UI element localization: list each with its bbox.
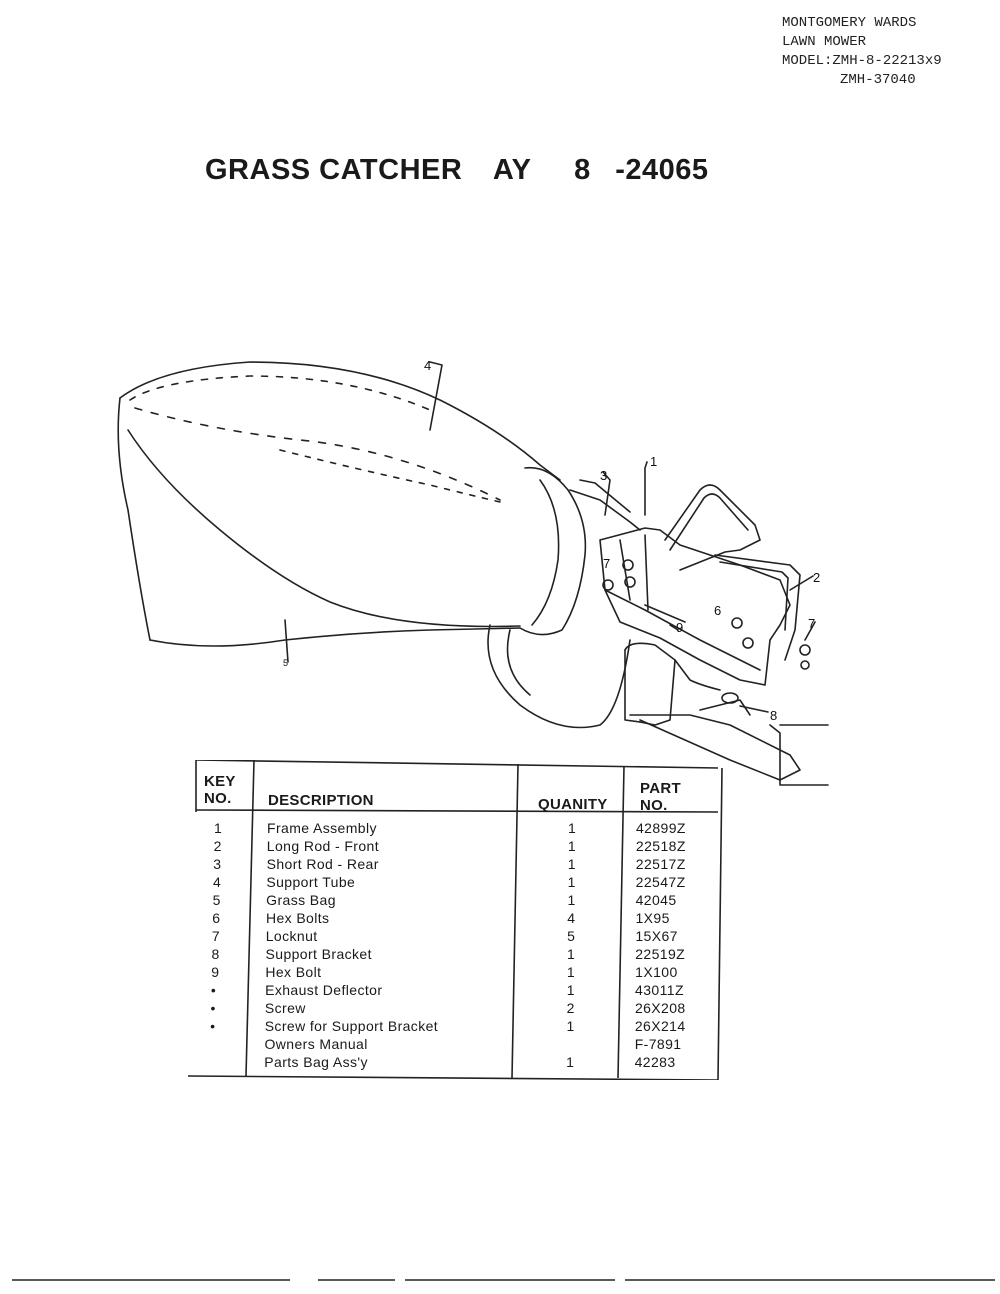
page-title <box>205 154 709 187</box>
row-description: Parts Bag Ass'y <box>264 1054 368 1070</box>
header-description: DESCRIPTION <box>268 792 374 809</box>
callout-2: 2 <box>813 570 821 585</box>
row-quantity: 1 <box>566 1054 575 1070</box>
title-num1: 8 <box>574 154 591 186</box>
row-part-no: 26X214 <box>634 1018 686 1034</box>
row-part-no: 42899Z <box>636 820 686 836</box>
row-key: 5 <box>212 892 221 908</box>
row-quantity: 1 <box>567 892 576 908</box>
callout-3: 3 <box>600 468 608 483</box>
row-description: Screw <box>264 1000 306 1016</box>
row-quantity: 1 <box>567 946 576 962</box>
row-description: Support Tube <box>266 874 356 890</box>
row-key: • <box>210 982 217 998</box>
row-description: Locknut <box>265 928 318 944</box>
callout-9: 9 <box>676 620 684 635</box>
row-quantity: 1 <box>567 874 576 890</box>
brand-line: MONTGOMERY WARDS <box>782 15 917 31</box>
row-part-no: 15X67 <box>635 928 678 944</box>
header-part: PART NO. <box>640 780 681 814</box>
row-key: 4 <box>212 874 222 890</box>
row-description: Hex Bolts <box>265 910 330 926</box>
model-line: MODEL:ZMH-8-22213x9 <box>782 53 942 69</box>
header-quantity: QUANITY <box>538 796 608 813</box>
row-key: 3 <box>213 856 222 872</box>
row-key: 8 <box>211 946 220 962</box>
footer-rule <box>0 1275 1000 1285</box>
row-quantity: 1 <box>566 964 576 980</box>
row-part-no: 22547Z <box>635 874 686 890</box>
callout-8: 8 <box>770 708 778 723</box>
model-info-block <box>782 14 992 90</box>
row-part-no: 43011Z <box>635 982 684 998</box>
row-quantity: 1 <box>567 838 577 854</box>
callout-6: 6 <box>714 603 722 618</box>
row-key: 9 <box>211 964 220 980</box>
row-description: Owners Manual <box>264 1036 368 1052</box>
row-quantity: 1 <box>566 982 575 998</box>
row-part-no: F-7891 <box>634 1036 682 1052</box>
row-part-no: 22517Z <box>635 856 686 872</box>
parts-list-table <box>188 760 723 1080</box>
callout-5: 5 <box>283 658 289 668</box>
row-description: Frame Assembly <box>267 820 377 836</box>
callout-7-right: 7 <box>808 616 816 631</box>
row-description: Short Rod - Rear <box>266 856 379 872</box>
row-quantity: 4 <box>567 910 576 926</box>
row-part-no: 22518Z <box>635 838 686 854</box>
row-quantity: 1 <box>567 856 576 872</box>
row-description: Support Bracket <box>265 946 372 962</box>
row-part-no: 1X95 <box>635 910 670 926</box>
row-quantity: 1 <box>566 1018 575 1034</box>
row-part-no: 22519Z <box>635 946 686 962</box>
row-quantity: 2 <box>566 1000 575 1016</box>
row-key: 7 <box>211 928 221 944</box>
model-line-2: ZMH-37040 <box>840 72 916 88</box>
row-description: Grass Bag <box>266 892 336 908</box>
row-key: • <box>210 1000 216 1016</box>
row-key: 1 <box>214 820 223 836</box>
row-description: Screw for Support Bracket <box>264 1018 439 1034</box>
callout-7-left: 7 <box>603 556 611 571</box>
title-num2: -24065 <box>615 154 709 186</box>
exploded-parts-diagram <box>100 340 840 820</box>
header-key: KEY NO. <box>204 773 236 807</box>
title-prefix: AY <box>492 154 532 186</box>
row-part-no: 42045 <box>635 892 677 908</box>
row-part-no: 1X100 <box>635 964 678 980</box>
row-part-no: 42283 <box>634 1054 676 1070</box>
callout-4: 4 <box>424 358 432 373</box>
row-description: Long Rod - Front <box>266 838 380 854</box>
row-quantity: 1 <box>568 820 577 836</box>
row-description: Exhaust Deflector <box>265 982 383 998</box>
title-name: GRASS CATCHER <box>205 154 463 186</box>
callout-1: 1 <box>650 454 658 469</box>
row-key: • <box>210 1018 216 1034</box>
diagram-drawing <box>100 340 840 820</box>
product-line: LAWN MOWER <box>782 34 867 50</box>
row-key: 6 <box>212 910 221 926</box>
row-quantity: 5 <box>567 928 576 944</box>
row-description: Hex Bolt <box>265 964 322 980</box>
row-part-no: 26X208 <box>634 1000 686 1016</box>
row-key: 2 <box>213 838 222 854</box>
